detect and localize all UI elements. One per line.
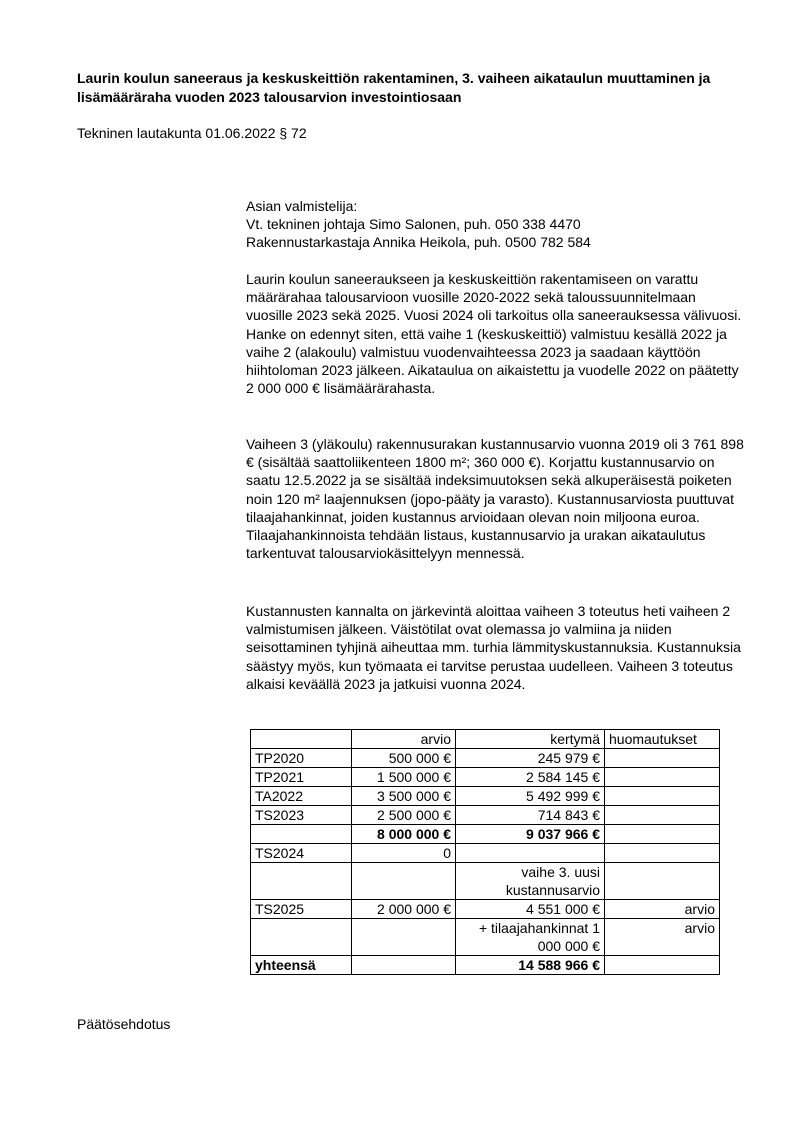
note-cell: arvio [605,900,720,919]
table-row [251,806,720,825]
kertyma-cell: 5 492 999 € [456,787,605,806]
arvio-cell: 1 500 000 € [352,768,456,787]
table-row [251,787,720,806]
kertyma-cell: 2 584 145 € [456,768,605,787]
table-header-row [251,730,720,749]
paragraph-text: Laurin koulun saneeraukseen ja keskuskeittiön rakentamiseen on varattu määrärahaa talousarvioon vuosille 2020-2022 sekä taloussuunnitelmaan vuosille 2023 sekä 2025. Vuosi 2024 oli tarkoitus olla saneerauksessa välivuosi. Hanke on edennyt siten, että vaihe 1 (keskuskeittiö) valmistuu kesällä 2022 ja vaihe 2 (alakoulu) valmistuu vuodenvaihteessa 2023 ja saadaan käyttöön hiihtoloman 2023 jälkeen. Aikataulua on aikaistettu ja vuodelle 2022 on päätetty 2 000 000 € lisämäärärahasta. [246,271,742,397]
arvio-cell [352,919,456,956]
arvio-cell: 500 000 € [352,749,456,768]
kertyma-cell: 245 979 € [456,749,605,768]
note-cell [605,787,720,806]
preparer-line: Rakennustarkastaja Annika Heikola, puh. 0500 782 584 [246,234,591,251]
kertyma-cell: 4 551 000 € [456,900,605,919]
document-title: Laurin koulun saneeraus ja keskuskeittiön rakentaminen, 3. vaiheen aikataulun muuttaminen ja lisämääräraha vuoden 2023 talousarvion investointiosaan [77,70,711,105]
row-label: TS2024 [251,844,352,863]
kertyma-cell: vaihe 3. uusi kustannusarvio [456,863,605,900]
table-row [251,844,720,863]
table-row [251,863,720,900]
row-label: TS2025 [251,900,352,919]
note-cell: arvio [605,919,720,956]
preparer-line: Vt. tekninen johtaja Simo Salonen, puh. 050 338 4470 [246,216,581,233]
subtotal-arvio-cell: 8 000 000 € [352,825,456,844]
header-cell-huomautukset: huomautukset [605,730,720,749]
table-row [251,749,720,768]
total-label: yhteensä [251,956,352,975]
arvio-cell: 2 000 000 € [352,900,456,919]
paragraph-text: Kustannusten kannalta on järkevintä aloittaa vaiheen 3 toteutus heti vaiheen 2 valmistumisen jälkeen. Väistötilat ovat olemassa jo valmiina ja niiden seisottaminen tyhjinä aiheuttaa mm. turhia lämmityskustannuksia. Kustannuksia säästyy myös, kun työmaata ei tarvitse perustaa uudelleen. Vaiheen 3 toteutus alkaisi keväällä 2023 ja jatkuisi vuonna 2024. [246,603,741,692]
note-cell [605,844,720,863]
arvio-cell: 2 500 000 € [352,806,456,825]
arvio-cell: 3 500 000 € [352,787,456,806]
kertyma-cell [456,844,605,863]
table-row [251,919,720,956]
preparers-heading: Asian valmistelija: [246,198,358,214]
note-cell [605,956,720,975]
row-label [251,825,352,844]
paragraph-rationale [246,602,746,693]
row-label: TA2022 [251,787,352,806]
row-label: TS2023 [251,806,352,825]
note-cell [605,768,720,787]
row-label: TP2020 [251,749,352,768]
table-row [251,768,720,787]
decision-proposal-heading: Päätösehdotus [77,1016,171,1032]
budget-table [250,729,720,975]
note-cell [605,863,720,900]
paragraph-background [246,270,746,397]
kertyma-cell: + tilaajahankinnat 1 000 000 € [456,919,605,956]
arvio-cell [352,863,456,900]
kertyma-cell: 714 843 € [456,806,605,825]
total-row [251,956,720,975]
note-cell [605,749,720,768]
arvio-cell [352,956,456,975]
header-cell-arvio: arvio [352,730,456,749]
note-cell [605,825,720,844]
meeting-reference: Tekninen lautakunta 01.06.2022 § 72 [77,125,307,141]
total-kertyma-cell: 14 588 966 € [456,956,605,975]
note-cell [605,806,720,825]
header-cell [251,730,352,749]
header-cell-kertyma: kertymä [456,730,605,749]
subtotal-kertyma-cell: 9 037 966 € [456,825,605,844]
table-row [251,900,720,919]
paragraph-text: Vaiheen 3 (yläkoulu) rakennusurakan kustannusarvio vuonna 2019 oli 3 761 898 € (sisältää saattoliikenteen 1800 m²; 360 000 €). Korjattu kustannusarvio on saatu 12.5.2022 ja se sisältää indeksimuutoksen sekä alkuperäisestä poiketen noin 120 m² laajennuksen (jopo-pääty ja varasto). Kustannusarviosta puuttuvat tilaajahankinnat, joiden kustannus arvioidaan olevan noin miljoona euroa. Tilaajahankinnoista tehdään listaus, kustannusarvio ja urakan aikataulutus tarkentuvat talousarviokäsittelyyn mennessä. [246,436,744,562]
subtotal-row [251,825,720,844]
row-label [251,863,352,900]
preparers-block [246,197,746,252]
paragraph-cost-estimate [246,435,746,562]
row-label [251,919,352,956]
row-label: TP2021 [251,768,352,787]
arvio-cell: 0 [352,844,456,863]
